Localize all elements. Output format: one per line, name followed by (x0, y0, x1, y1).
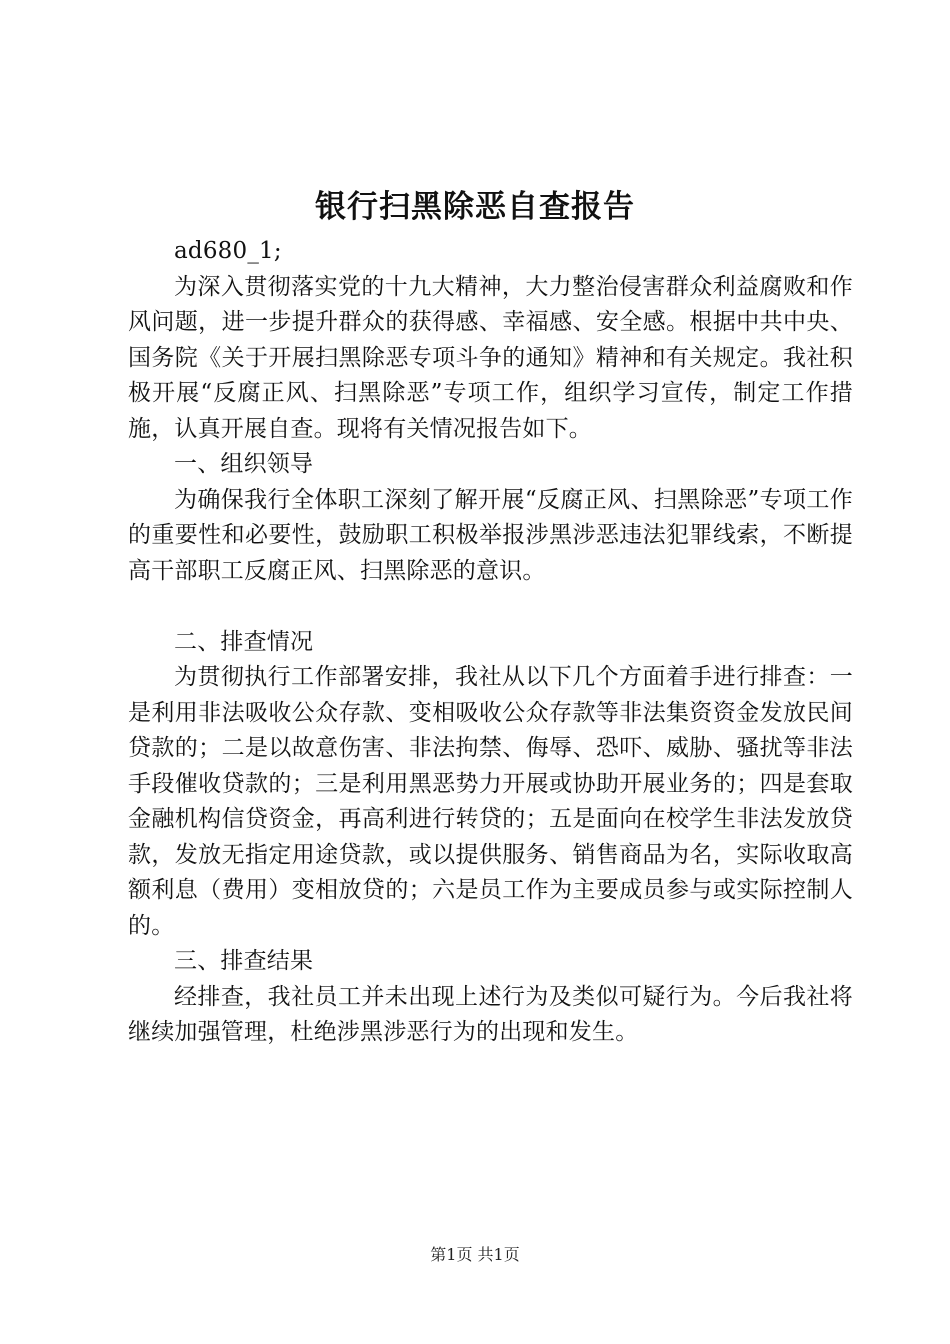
section-heading-results: 三、排查结果 (174, 948, 314, 974)
document-body (128, 234, 853, 1051)
document-title: 银行扫黑除恶自查报告 (315, 189, 635, 225)
paragraph-spacer (128, 589, 853, 625)
section-body-investigation: 为贯彻执行工作部署安排，我社从以下几个方面着手进行排查：一是利用非法吸收公众存款、变相吸收公众存款等非法集资资金发放民间贷款的；二是以故意伤害、非法拘禁、侮辱、恐吓、威胁、骚扰等非法手段催收贷款的；三是利用黑恶势力开展或协助开展业务的；四是套取金融机构信贷资金，再高利进行转贷的；五是面向在校学生非法发放贷款，发放无指定用途贷款，或以提供服务、销售商品为名，实际收取高额利息（费用）变相放贷的；六是员工作为主要成员参与或实际控制人的。 (128, 664, 853, 939)
section-body-organization: 为确保我行全体职工深刻了解开展“反腐正风、扫黑除恶”专项工作的重要性和必要性，鼓励职工积极举报涉黑涉恶违法犯罪线索，不断提高干部职工反腐正风、扫黑除恶的意识。 (128, 486, 853, 584)
section-body-results: 经排查，我社员工并未出现上述行为及类似可疑行为。今后我社将继续加强管理，杜绝涉黑涉恶行为的出现和发生。 (128, 983, 853, 1045)
section-heading-investigation: 二、排查情况 (174, 628, 314, 655)
section-heading-organization: 一、组织领导 (174, 451, 314, 477)
document-code: ad680_1; (174, 238, 282, 264)
intro-paragraph: 为深入贯彻落实党的十九大精神，大力整治侵害群众利益腐败和作风问题，进一步提升群众的获得感、幸福感、安全感。根据中共中央、国务院《关于开展扫黑除恶专项斗争的通知》精神和有关规定。我社积极开展“反腐正风、扫黑除恶”专项工作，组织学习宣传，制定工作措施，认真开展自查。现将有关情况报告如下。 (128, 273, 853, 442)
page-footer: 第1页 共1页 (430, 1245, 520, 1264)
